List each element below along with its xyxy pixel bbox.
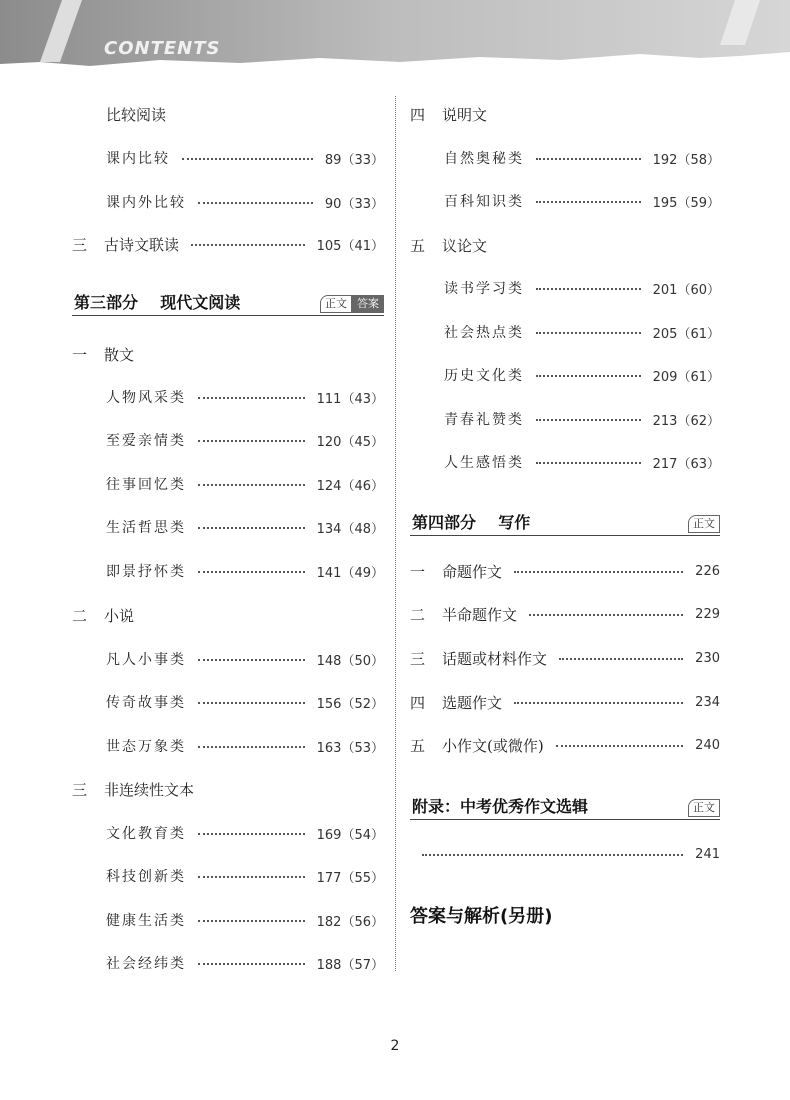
section-number: 二 (72, 606, 88, 625)
page-ref: 209（61） (652, 369, 720, 385)
section-title: 命题作文 (442, 562, 503, 581)
toc-writing-entry[interactable] (410, 602, 720, 626)
page-ref: 124（46） (316, 478, 384, 494)
section-number: 三 (410, 649, 426, 668)
contents-title: CONTENTS (104, 38, 221, 59)
page-ref: 134（48） (316, 521, 384, 537)
section-number: 一 (72, 345, 88, 364)
leader-dots (198, 702, 305, 704)
entry-label: 文化教育类 (106, 826, 186, 842)
entry-label: 社会经纬类 (106, 956, 186, 972)
leader-dots (198, 746, 305, 748)
leader-dots (198, 440, 305, 442)
leader-dots (536, 288, 641, 290)
toc-writing-entry[interactable] (410, 733, 720, 757)
leader-dots (536, 462, 641, 464)
part-tags (320, 295, 384, 313)
toc-entry[interactable] (72, 821, 384, 845)
leader-dots (422, 854, 683, 856)
part-tags (688, 799, 720, 817)
column-divider (395, 96, 396, 971)
section-title: 小作文(或微作) (442, 736, 544, 755)
page-ref: 156（52） (316, 696, 384, 712)
entry-label: 自然奥秘类 (444, 151, 524, 167)
leader-dots (198, 527, 305, 529)
toc-writing-entry[interactable] (410, 646, 720, 670)
page-ref: 89（33） (324, 152, 384, 168)
toc-entry[interactable] (72, 385, 384, 409)
page-ref: 213（62） (652, 413, 720, 429)
page-ref: 111（43） (316, 391, 384, 407)
toc-appendix-entry[interactable] (410, 842, 720, 866)
page-ref: 163（53） (316, 740, 384, 756)
section-title: 非连续性文本 (104, 780, 195, 799)
toc-entry[interactable] (410, 276, 720, 300)
leader-dots (198, 876, 305, 878)
page-ref: 90（33） (324, 196, 384, 212)
section-number: 三 (72, 780, 88, 799)
toc-entry[interactable] (72, 734, 384, 758)
entry-label: 传奇故事类 (106, 695, 186, 711)
page-number: 2 (390, 1038, 400, 1054)
leader-dots (536, 419, 641, 421)
leader-dots (514, 702, 683, 704)
page-ref: 169（54） (316, 827, 384, 843)
tag-answer: 答案 (352, 295, 384, 313)
leader-dots (191, 244, 305, 246)
leader-dots (198, 920, 305, 922)
section-number: 五 (410, 236, 426, 255)
page-ref: 148（50） (316, 653, 384, 669)
section-number: 四 (410, 693, 426, 712)
section-number: 二 (410, 605, 426, 624)
entry-label: 即景抒怀类 (106, 564, 186, 580)
toc-section-expository (410, 102, 720, 126)
answers-heading: 答案与解析(另册) (410, 906, 553, 927)
part-tags (688, 515, 720, 533)
toc-entry[interactable] (72, 951, 384, 975)
part-title: 第三部分 现代文阅读 (74, 293, 241, 312)
leader-dots (198, 571, 305, 573)
toc-entry[interactable] (72, 146, 384, 170)
page-ref: 188（57） (316, 957, 384, 973)
appendix-header (410, 792, 720, 820)
page-ref: 120（45） (316, 434, 384, 450)
toc-heading-comparative-reading (72, 102, 384, 126)
part-title: 附录：中考优秀作文选辑 (412, 797, 589, 816)
toc-entry[interactable] (410, 189, 720, 213)
section-number: 一 (410, 562, 426, 581)
tag-main-text: 正文 (688, 515, 720, 533)
leader-dots (536, 158, 641, 160)
page-ref: 177（55） (316, 870, 384, 886)
contents-banner (0, 0, 790, 80)
leader-dots (529, 614, 683, 616)
section-title: 议论文 (442, 236, 488, 255)
toc-writing-entry[interactable] (410, 690, 720, 714)
leader-dots (198, 659, 305, 661)
part-title: 第四部分 写作 (412, 513, 531, 532)
section-title: 散文 (104, 345, 135, 364)
toc-entry[interactable] (410, 450, 720, 474)
section-title: 说明文 (442, 105, 488, 124)
toc-entry[interactable] (72, 472, 384, 496)
tag-main-text: 正文 (320, 295, 352, 313)
entry-label: 百科知识类 (444, 194, 524, 210)
section-title: 小说 (104, 606, 135, 625)
entry-label: 往事回忆类 (106, 477, 186, 493)
page-ref: 192（58） (652, 152, 720, 168)
toc-section-non-continuous-text (72, 777, 384, 801)
toc-entry[interactable] (72, 515, 384, 539)
leader-dots (536, 375, 641, 377)
entry-label: 社会热点类 (444, 325, 524, 341)
leader-dots (559, 658, 683, 660)
entry-label: 青春礼赞类 (444, 412, 524, 428)
leader-dots (198, 202, 313, 204)
entry-label: 课内比较 (106, 151, 170, 167)
entry-label: 读书学习类 (444, 281, 524, 297)
entry-label: 课内外比较 (106, 195, 186, 211)
entry-label: 人物风采类 (106, 390, 186, 406)
entry-label: 至爱亲情类 (106, 433, 186, 449)
toc-writing-entry[interactable] (410, 559, 720, 583)
heading-label: 比较阅读 (106, 105, 167, 124)
page-ref: 234 (695, 694, 720, 710)
leader-dots (198, 397, 305, 399)
toc-entry[interactable] (410, 363, 720, 387)
toc-entry[interactable] (72, 559, 384, 583)
toc-entry[interactable] (72, 428, 384, 452)
toc-entry[interactable] (72, 864, 384, 888)
page-ref: 141（49） (316, 565, 384, 581)
page-ref: 201（60） (652, 282, 720, 298)
leader-dots (198, 963, 305, 965)
page-ref: 195（59） (652, 195, 720, 211)
page-ref: 205（61） (652, 326, 720, 342)
leader-dots (556, 745, 683, 747)
tag-main-text: 正文 (688, 799, 720, 817)
section-title: 半命题作文 (442, 605, 518, 624)
leader-dots (198, 833, 305, 835)
entry-label: 世态万象类 (106, 739, 186, 755)
entry-label: 凡人小事类 (106, 652, 186, 668)
section-number: 四 (410, 105, 426, 124)
toc-entry[interactable] (410, 320, 720, 344)
entry-label: 科技创新类 (106, 869, 186, 885)
section-title: 古诗文联读 (104, 235, 180, 254)
leader-dots (536, 332, 641, 334)
page-ref: 226 (695, 563, 720, 579)
toc-entry[interactable] (72, 690, 384, 714)
leader-dots (514, 571, 683, 573)
page-ref: 217（63） (652, 456, 720, 472)
toc-entry[interactable] (410, 407, 720, 431)
section-title: 话题或材料作文 (442, 649, 548, 668)
section-number: 三 (72, 235, 88, 254)
leader-dots (198, 484, 305, 486)
toc-section-ancient-poetry[interactable] (72, 232, 384, 256)
part3-header (72, 288, 384, 316)
entry-label: 健康生活类 (106, 913, 186, 929)
page-ref: 230 (695, 650, 720, 666)
entry-label: 生活哲思类 (106, 520, 186, 536)
toc-entry[interactable] (410, 146, 720, 170)
page-ref: 105（41） (316, 238, 384, 254)
toc-section-argumentative (410, 233, 720, 257)
leader-dots (536, 201, 641, 203)
part4-header (410, 508, 720, 536)
section-number: 五 (410, 736, 426, 755)
toc-entry[interactable] (72, 647, 384, 671)
entry-label: 历史文化类 (444, 368, 524, 384)
page-ref: 182（56） (316, 914, 384, 930)
page-ref: 241 (695, 846, 720, 862)
toc-section-fiction (72, 603, 384, 627)
entry-label: 人生感悟类 (444, 455, 524, 471)
section-title: 选题作文 (442, 693, 503, 712)
leader-dots (182, 158, 313, 160)
toc-entry[interactable] (72, 190, 384, 214)
toc-entry[interactable] (72, 908, 384, 932)
page-ref: 240 (695, 737, 720, 753)
page-ref: 229 (695, 606, 720, 622)
toc-section-prose (72, 342, 384, 366)
